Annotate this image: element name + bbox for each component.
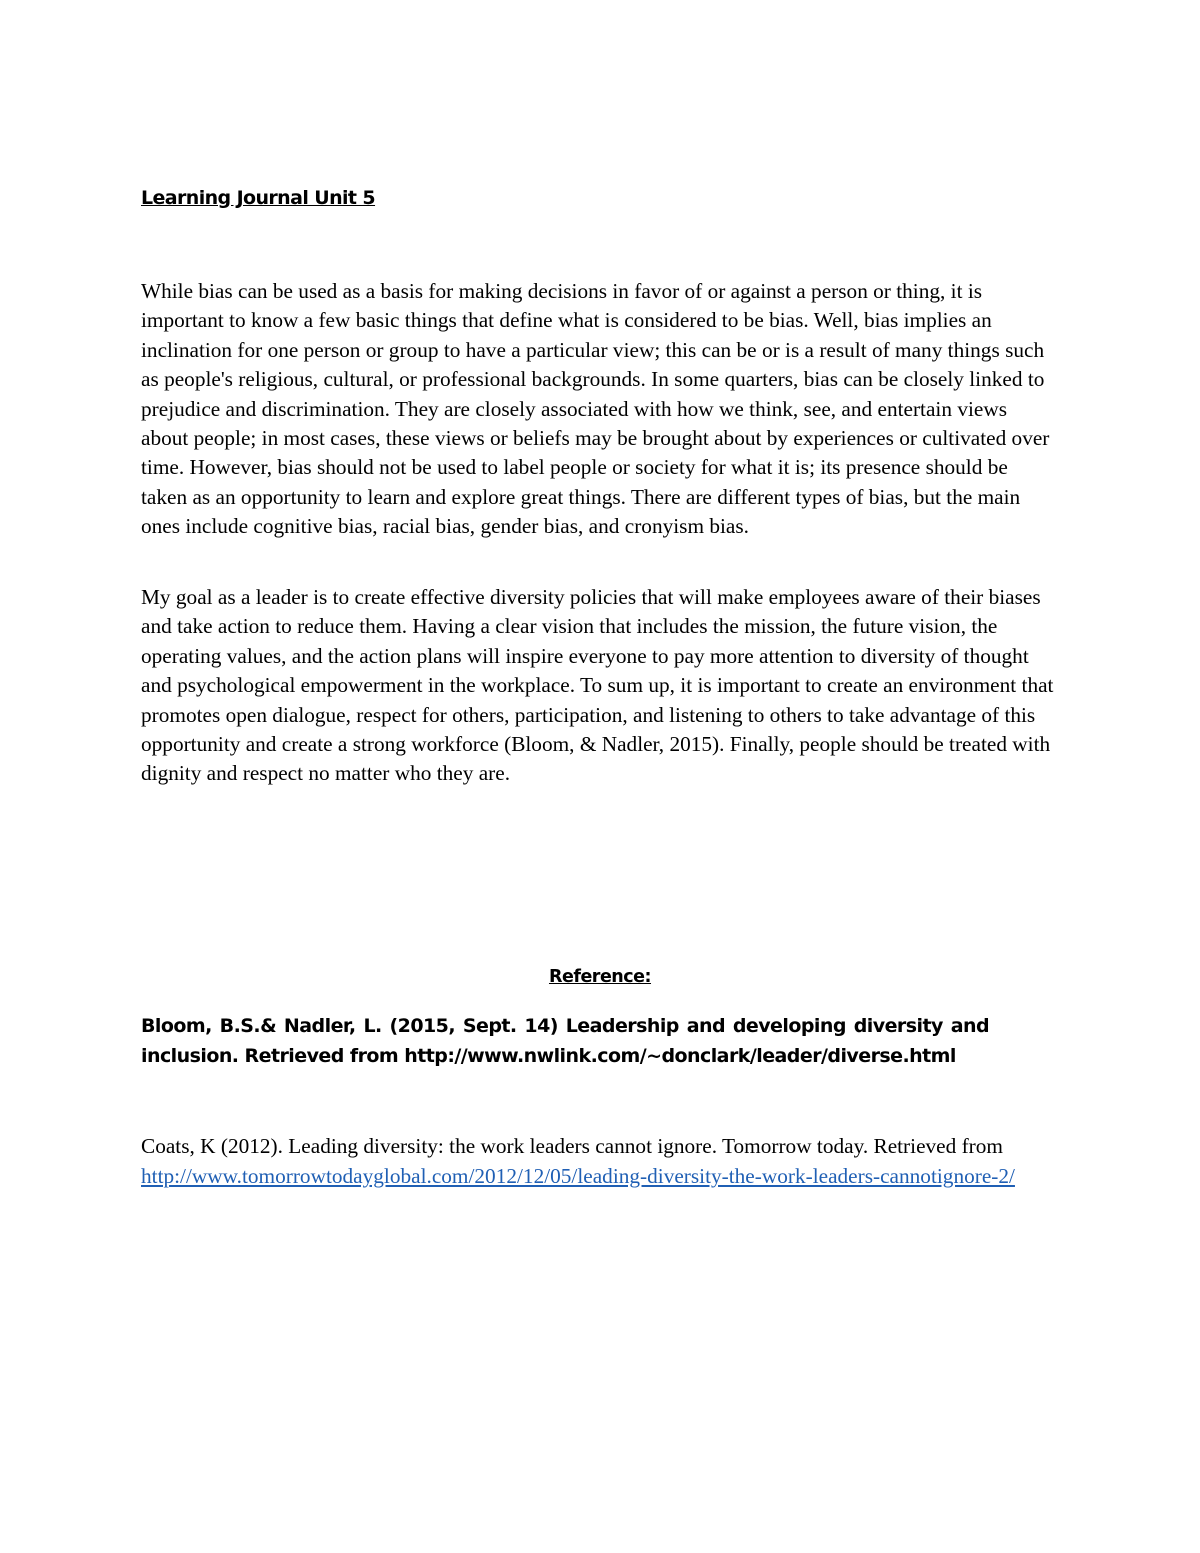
reference-coats-text: Coats, K (2012). Leading diversity: the work leaders cannot ignore. Tomorrow today. Retrieved from [141,1134,1003,1158]
body-paragraph-2: My goal as a leader is to create effective diversity policies that will make employees aware of their biases and take action to reduce them. Having a clear vision that includes the mission, the future vision, the operating values, and the action plans will inspire everyone to pay more attention to diversity of thought and psychological empowerment in the workplace. To sum up, it is important to create an environment that promotes open dialogue, respect for others, participation, and listening to others to take advantage of this opportunity and create a strong workforce (Bloom, & Nadler, 2015). Finally, people should be treated with dignity and respect no matter who they are. [141,585,1054,786]
reference-item-coats [141,1131,1061,1191]
document-title: Learning Journal Unit 5 [141,187,376,209]
body-paragraph-1: While bias can be used as a basis for making decisions in favor of or against a person or thing, it is important to know a few basic things that define what is considered to be bias. Well, bias implies an inclination for one person or group to have a particular view; this can be or is a result of many things such as people's religious, cultural, or professional backgrounds. In some quarters, bias can be closely linked to prejudice and discrimination. They are closely associated with how we think, see, and entertain views about people; in most cases, these views or beliefs may be brought about by experiences or cultivated over time. However, bias should not be used to label people or society for what it is; its presence should be taken as an opportunity to learn and explore great things. There are different types of bias, but the main ones include cognitive bias, racial bias, gender bias, and cronyism bias. [141,279,1050,539]
reference-coats-link[interactable]: http://www.tomorrowtodayglobal.com/2012/12/05/leading-diversity-the-work-leaders-cannotignore-2/ [141,1164,1015,1188]
reference-heading [0,967,1200,987]
reference-item-bloom: Bloom, B.S.& Nadler, L. (2015, Sept. 14) Leadership and developing diversity and inclusion. Retrieved from http://www.nwlink.com/~donclark/leader/diverse.html [141,1015,989,1067]
reference-heading-text: Reference: [548,967,652,987]
